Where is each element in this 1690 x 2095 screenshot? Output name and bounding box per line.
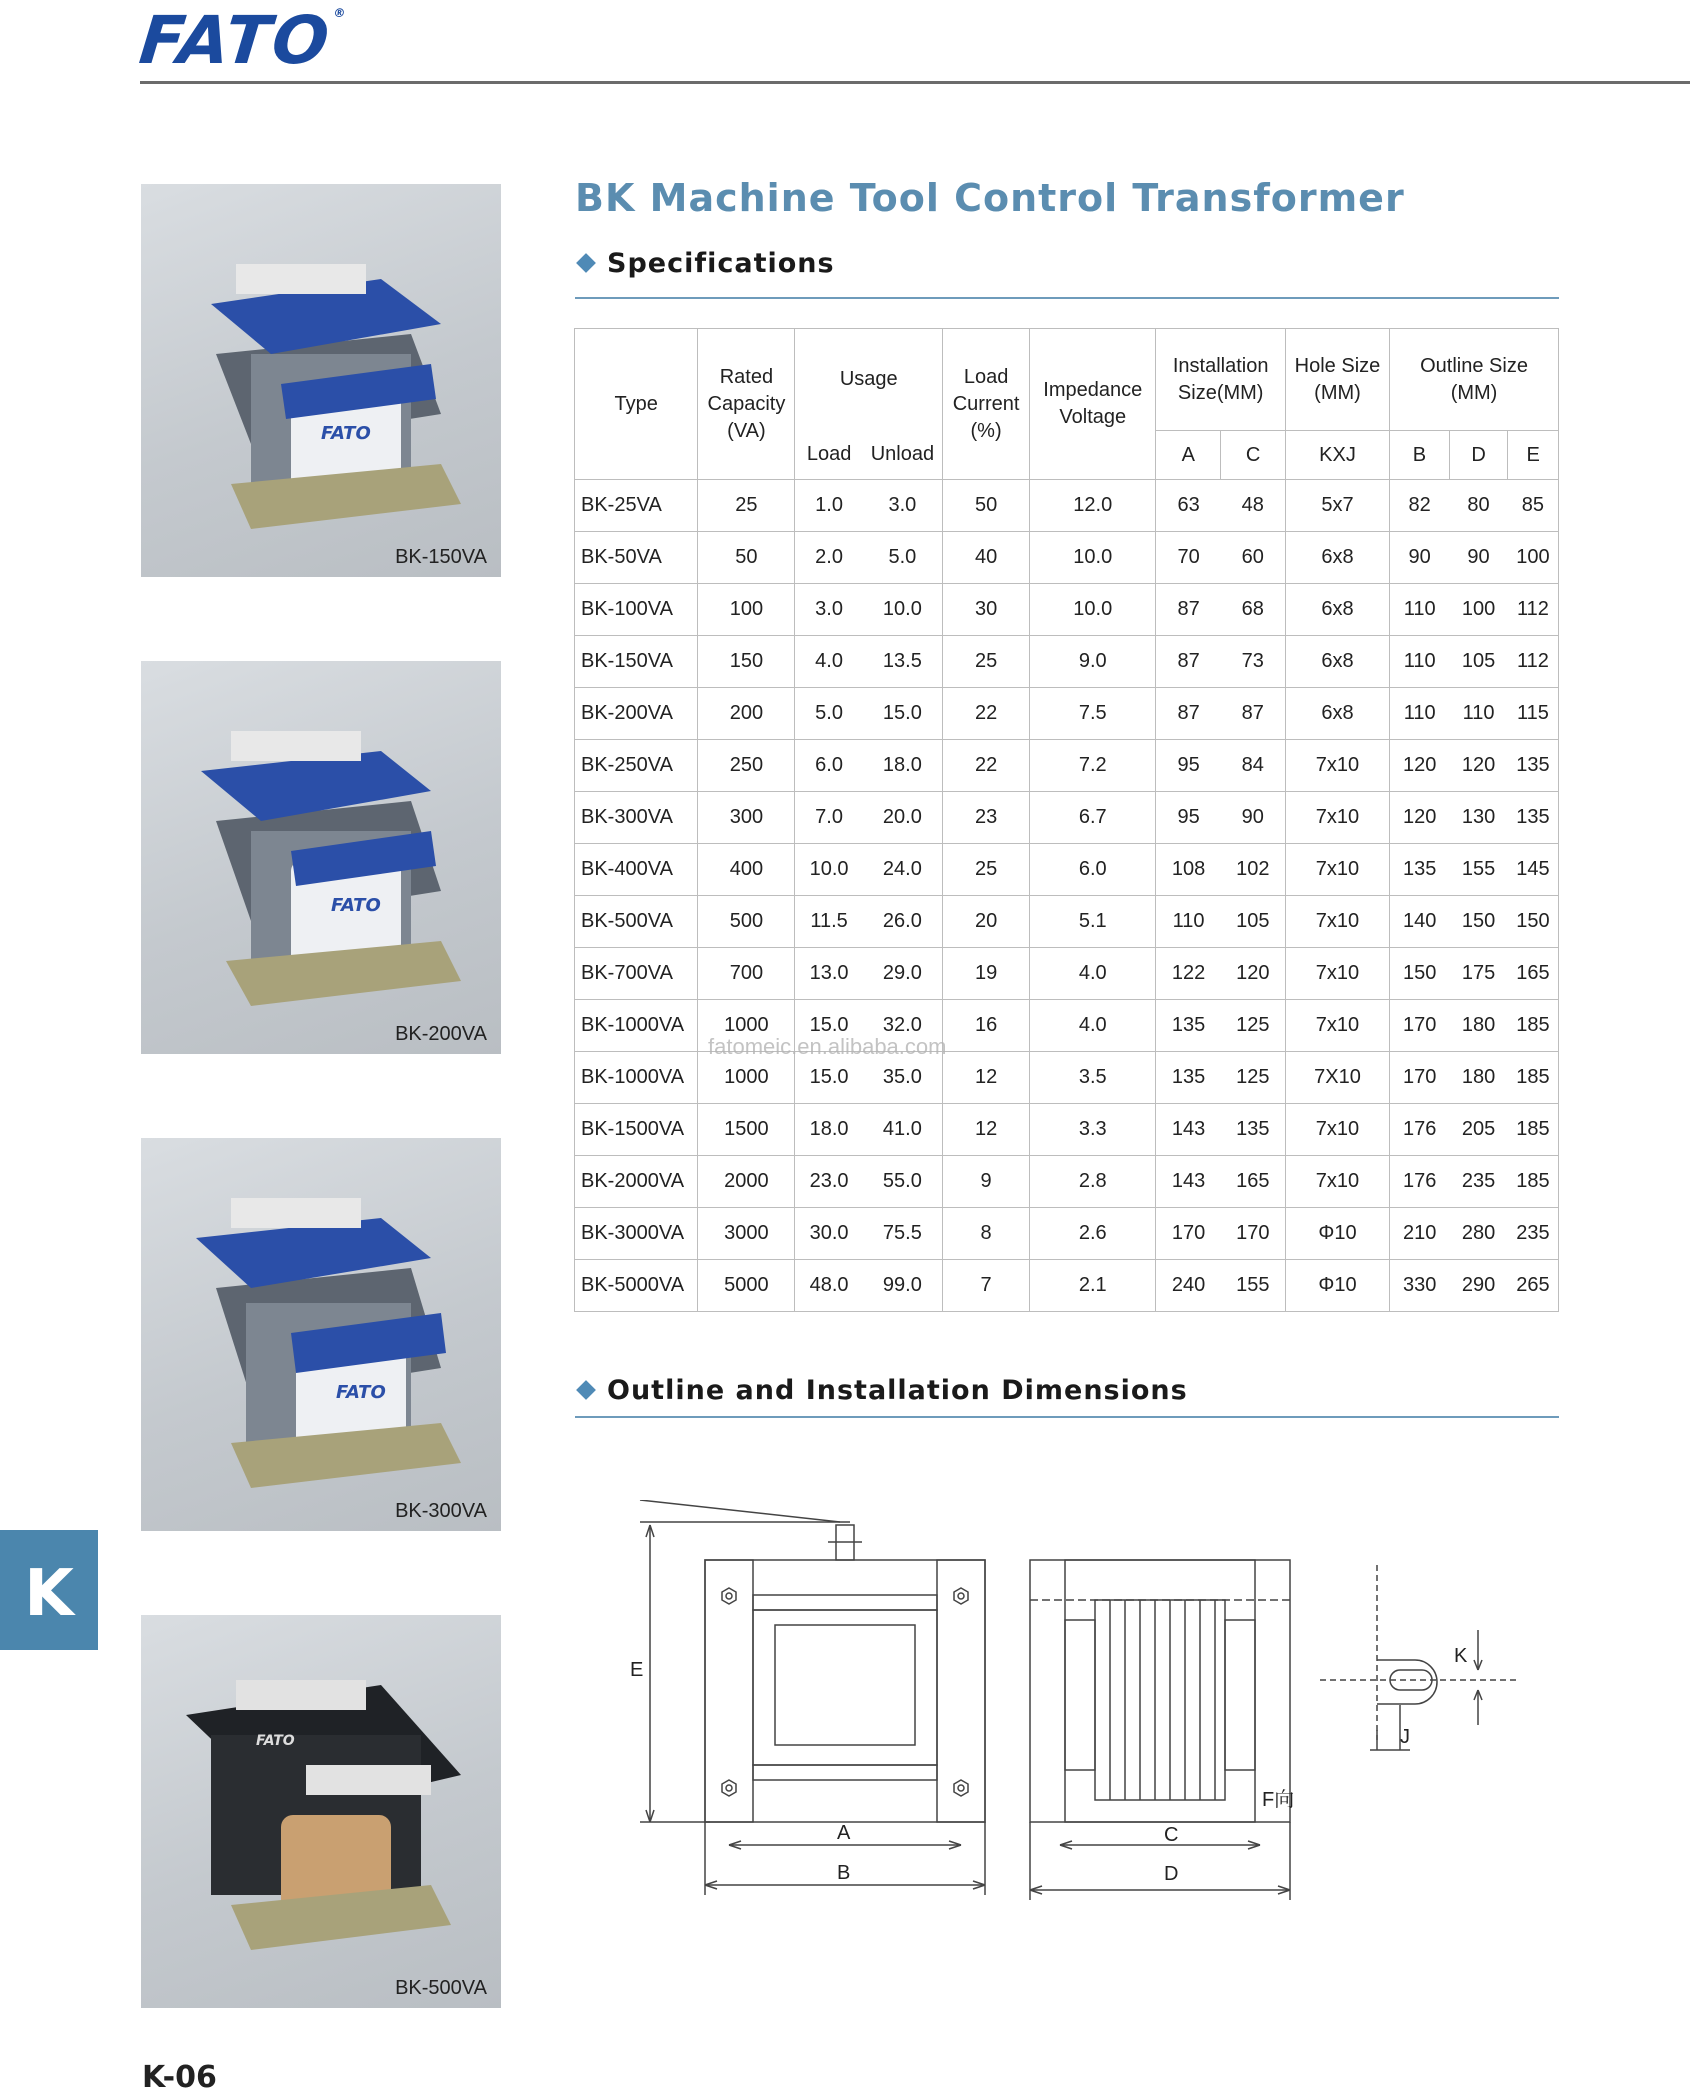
section-heading-outline: Outline and Installation Dimensions <box>575 1375 1188 1406</box>
table-cell: 122 <box>1156 948 1221 1000</box>
section-rule <box>575 1416 1559 1418</box>
subheader-e: E <box>1508 431 1559 480</box>
table-cell: 300 <box>698 792 795 844</box>
table-cell: 35.0 <box>863 1052 943 1104</box>
table-cell: 180 <box>1449 1052 1508 1104</box>
table-cell: 143 <box>1156 1156 1221 1208</box>
table-cell: 135 <box>1221 1104 1286 1156</box>
photo-label: BK-500VA <box>395 1977 487 1999</box>
table-cell: BK-5000VA <box>575 1260 698 1312</box>
table-cell: 5.1 <box>1030 896 1156 948</box>
svg-text:FATO: FATO <box>336 1382 386 1403</box>
table-cell: 9.0 <box>1030 636 1156 688</box>
table-cell: 1000 <box>698 1052 795 1104</box>
dim-label-a: A <box>837 1822 851 1844</box>
table-cell: Φ10 <box>1285 1260 1389 1312</box>
table-cell: 110 <box>1390 688 1450 740</box>
table-cell: 6.7 <box>1030 792 1156 844</box>
table-cell: BK-200VA <box>575 688 698 740</box>
subheader-load: Load <box>795 431 863 480</box>
table-cell: 15.0 <box>795 1052 863 1104</box>
header-hole-size: Hole Size (MM) <box>1285 329 1389 431</box>
table-cell: 3.3 <box>1030 1104 1156 1156</box>
table-cell: 2.8 <box>1030 1156 1156 1208</box>
header-type: Type <box>575 329 698 480</box>
subheader-unload: Unload <box>863 431 943 480</box>
table-cell: 110 <box>1390 636 1450 688</box>
subheader-c: C <box>1221 431 1286 480</box>
table-cell: BK-25VA <box>575 480 698 532</box>
table-cell: 100 <box>698 584 795 636</box>
specifications-table <box>574 328 1559 1312</box>
table-cell: 48.0 <box>795 1260 863 1312</box>
table-cell: 25 <box>943 636 1030 688</box>
table-cell: 185 <box>1508 1156 1559 1208</box>
table-cell: 5.0 <box>863 532 943 584</box>
table-cell: 12.0 <box>1030 480 1156 532</box>
table-cell: 25 <box>943 844 1030 896</box>
table-cell: 120 <box>1390 740 1450 792</box>
table-cell: 7x10 <box>1285 1000 1389 1052</box>
svg-text:FATO: FATO <box>321 423 371 444</box>
dim-label-j: J <box>1400 1726 1410 1748</box>
table-row <box>575 532 1559 584</box>
table-cell: 125 <box>1221 1052 1286 1104</box>
table-cell: 6.0 <box>795 740 863 792</box>
table-cell: 5.0 <box>795 688 863 740</box>
table-cell: 95 <box>1156 792 1221 844</box>
diamond-bullet-icon <box>576 253 596 273</box>
subheader-d: D <box>1449 431 1508 480</box>
subheader-a: A <box>1156 431 1221 480</box>
section-heading-specifications: Specifications <box>575 248 835 279</box>
table-cell: 25 <box>698 480 795 532</box>
table-cell: 7x10 <box>1285 792 1389 844</box>
table-cell: BK-700VA <box>575 948 698 1000</box>
table-cell: 32.0 <box>863 1000 943 1052</box>
header-usage: Usage <box>795 329 943 431</box>
table-cell: 19 <box>943 948 1030 1000</box>
table-cell: 110 <box>1156 896 1221 948</box>
table-cell: 20.0 <box>863 792 943 844</box>
table-cell: Φ10 <box>1285 1208 1389 1260</box>
dim-label-b: B <box>837 1862 851 1884</box>
table-cell: 700 <box>698 948 795 1000</box>
table-cell: 330 <box>1390 1260 1450 1312</box>
table-cell: 7.0 <box>795 792 863 844</box>
table-cell: 12 <box>943 1104 1030 1156</box>
table-cell: 99.0 <box>863 1260 943 1312</box>
table-cell: 280 <box>1449 1208 1508 1260</box>
table-cell: 11.5 <box>795 896 863 948</box>
table-cell: 15.0 <box>795 1000 863 1052</box>
table-cell: 150 <box>698 636 795 688</box>
table-cell: 102 <box>1221 844 1286 896</box>
photo-label: BK-200VA <box>395 1023 487 1045</box>
table-cell: 112 <box>1508 584 1559 636</box>
table-cell: 4.0 <box>795 636 863 688</box>
table-cell: 3.0 <box>863 480 943 532</box>
svg-text:FATO: FATO <box>331 895 381 916</box>
table-row <box>575 844 1559 896</box>
table-cell: 205 <box>1449 1104 1508 1156</box>
table-row <box>575 792 1559 844</box>
table-cell: 23 <box>943 792 1030 844</box>
table-cell: 2000 <box>698 1156 795 1208</box>
table-cell: 73 <box>1221 636 1286 688</box>
table-cell: 24.0 <box>863 844 943 896</box>
table-cell: 120 <box>1221 948 1286 1000</box>
table-cell: 22 <box>943 740 1030 792</box>
table-cell: 7.5 <box>1030 688 1156 740</box>
table-cell: 63 <box>1156 480 1221 532</box>
table-cell: 110 <box>1390 584 1450 636</box>
table-cell: 90 <box>1449 532 1508 584</box>
table-cell: 210 <box>1390 1208 1450 1260</box>
table-cell: 3000 <box>698 1208 795 1260</box>
table-cell: 90 <box>1390 532 1450 584</box>
table-cell: 16 <box>943 1000 1030 1052</box>
fato-logo: FATO ® <box>135 2 349 79</box>
table-cell: 55.0 <box>863 1156 943 1208</box>
table-cell: 30.0 <box>795 1208 863 1260</box>
table-cell: 4.0 <box>1030 948 1156 1000</box>
table-cell: 7x10 <box>1285 844 1389 896</box>
table-cell: 7x10 <box>1285 1104 1389 1156</box>
table-cell: BK-50VA <box>575 532 698 584</box>
table-cell: 10.0 <box>863 584 943 636</box>
table-cell: 500 <box>698 896 795 948</box>
table-row <box>575 948 1559 1000</box>
table-cell: 2.0 <box>795 532 863 584</box>
table-cell: 185 <box>1508 1000 1559 1052</box>
table-cell: BK-2000VA <box>575 1156 698 1208</box>
table-cell: 120 <box>1449 740 1508 792</box>
dim-label-k: K <box>1454 1645 1468 1667</box>
table-cell: 3.0 <box>795 584 863 636</box>
table-cell: 176 <box>1390 1104 1450 1156</box>
table-cell: 10.0 <box>1030 532 1156 584</box>
table-cell: 20 <box>943 896 1030 948</box>
table-cell: 7.2 <box>1030 740 1156 792</box>
table-cell: 2.6 <box>1030 1208 1156 1260</box>
table-cell: 30 <box>943 584 1030 636</box>
table-cell: 7x10 <box>1285 740 1389 792</box>
table-cell: 155 <box>1449 844 1508 896</box>
table-cell: 185 <box>1508 1052 1559 1104</box>
table-cell: 155 <box>1221 1260 1286 1312</box>
table-cell: 2.1 <box>1030 1260 1156 1312</box>
table-cell: 84 <box>1221 740 1286 792</box>
table-cell: 100 <box>1449 584 1508 636</box>
table-cell: 170 <box>1390 1052 1450 1104</box>
table-cell: 5000 <box>698 1260 795 1312</box>
table-cell: BK-400VA <box>575 844 698 896</box>
table-cell: BK-500VA <box>575 896 698 948</box>
table-cell: 185 <box>1508 1104 1559 1156</box>
table-cell: 125 <box>1221 1000 1286 1052</box>
table-cell: 12 <box>943 1052 1030 1104</box>
dimension-drawing <box>610 1500 1540 1920</box>
table-cell: 165 <box>1221 1156 1286 1208</box>
diamond-bullet-icon <box>576 1380 596 1400</box>
table-cell: 143 <box>1156 1104 1221 1156</box>
table-cell: 100 <box>1508 532 1559 584</box>
table-cell: 22 <box>943 688 1030 740</box>
table-row <box>575 584 1559 636</box>
table-cell: 150 <box>1449 896 1508 948</box>
table-row <box>575 896 1559 948</box>
table-cell: 7 <box>943 1260 1030 1312</box>
header-outline-size: Outline Size (MM) <box>1390 329 1559 431</box>
table-cell: 105 <box>1221 896 1286 948</box>
table-cell: 7x10 <box>1285 948 1389 1000</box>
table-cell: 200 <box>698 688 795 740</box>
table-cell: BK-150VA <box>575 636 698 688</box>
table-cell: 290 <box>1449 1260 1508 1312</box>
table-cell: 165 <box>1508 948 1559 1000</box>
table-cell: 145 <box>1508 844 1559 896</box>
table-cell: 1500 <box>698 1104 795 1156</box>
table-cell: 87 <box>1156 584 1221 636</box>
table-cell: 7x10 <box>1285 1156 1389 1208</box>
table-cell: 120 <box>1390 792 1450 844</box>
table-cell: 135 <box>1508 740 1559 792</box>
table-cell: 4.0 <box>1030 1000 1156 1052</box>
table-cell: 60 <box>1221 532 1286 584</box>
table-row <box>575 1208 1559 1260</box>
table-cell: 175 <box>1449 948 1508 1000</box>
product-photo <box>141 184 501 577</box>
table-cell: 135 <box>1156 1052 1221 1104</box>
table-cell: 170 <box>1390 1000 1450 1052</box>
table-cell: 170 <box>1156 1208 1221 1260</box>
header-impedance-voltage: Impedance Voltage <box>1030 329 1156 480</box>
product-photo <box>141 1615 501 2008</box>
table-cell: 70 <box>1156 532 1221 584</box>
table-cell: 7x10 <box>1285 896 1389 948</box>
table-cell: 400 <box>698 844 795 896</box>
table-cell: 1.0 <box>795 480 863 532</box>
table-cell: 87 <box>1156 636 1221 688</box>
dim-label-d: D <box>1164 1863 1179 1885</box>
photo-label: BK-150VA <box>395 546 487 568</box>
table-row <box>575 480 1559 532</box>
table-row <box>575 740 1559 792</box>
table-cell: 40 <box>943 532 1030 584</box>
dim-label-f: F向 <box>1262 1789 1295 1811</box>
table-cell: 48 <box>1221 480 1286 532</box>
watermark: fatomeic.en.alibaba.com <box>708 1034 947 1059</box>
table-cell: 150 <box>1390 948 1450 1000</box>
table-cell: 18.0 <box>863 740 943 792</box>
table-cell: BK-1000VA <box>575 1052 698 1104</box>
table-cell: 13.5 <box>863 636 943 688</box>
table-cell: 130 <box>1449 792 1508 844</box>
table-cell: 250 <box>698 740 795 792</box>
table-cell: 112 <box>1508 636 1559 688</box>
product-photo <box>141 1138 501 1531</box>
section-rule <box>575 297 1559 299</box>
table-cell: 95 <box>1156 740 1221 792</box>
table-cell: 3.5 <box>1030 1052 1156 1104</box>
table-cell: 41.0 <box>863 1104 943 1156</box>
product-photo <box>141 661 501 1054</box>
header-installation-size: Installation Size(MM) <box>1156 329 1285 431</box>
table-cell: 6.0 <box>1030 844 1156 896</box>
table-cell: BK-1500VA <box>575 1104 698 1156</box>
photo-label: BK-300VA <box>395 1500 487 1522</box>
table-cell: BK-300VA <box>575 792 698 844</box>
table-cell: 10.0 <box>1030 584 1156 636</box>
table-cell: 18.0 <box>795 1104 863 1156</box>
table-cell: 8 <box>943 1208 1030 1260</box>
table-cell: 235 <box>1508 1208 1559 1260</box>
table-cell: 265 <box>1508 1260 1559 1312</box>
table-cell: BK-250VA <box>575 740 698 792</box>
table-cell: 90 <box>1221 792 1286 844</box>
table-cell: 15.0 <box>863 688 943 740</box>
table-cell: 140 <box>1390 896 1450 948</box>
header-rated-capacity: Rated Capacity (VA) <box>698 329 795 480</box>
table-row <box>575 636 1559 688</box>
table-cell: 23.0 <box>795 1156 863 1208</box>
table-row <box>575 1260 1559 1312</box>
table-row <box>575 1104 1559 1156</box>
table-cell: 13.0 <box>795 948 863 1000</box>
table-cell: 6x8 <box>1285 584 1389 636</box>
table-cell: 150 <box>1508 896 1559 948</box>
table-cell: 6x8 <box>1285 636 1389 688</box>
subheader-b: B <box>1390 431 1450 480</box>
table-cell: 135 <box>1156 1000 1221 1052</box>
table-cell: 29.0 <box>863 948 943 1000</box>
page-number: K-06 <box>142 2060 217 2095</box>
table-cell: 50 <box>943 480 1030 532</box>
header-rule <box>140 81 1690 84</box>
table-cell: 115 <box>1508 688 1559 740</box>
table-cell: 82 <box>1390 480 1450 532</box>
table-cell: 1000 <box>698 1000 795 1052</box>
table-cell: BK-3000VA <box>575 1208 698 1260</box>
table-cell: BK-100VA <box>575 584 698 636</box>
table-cell: 110 <box>1449 688 1508 740</box>
subheader-kxj: KXJ <box>1285 431 1389 480</box>
table-row <box>575 1156 1559 1208</box>
table-cell: 75.5 <box>863 1208 943 1260</box>
table-cell: 176 <box>1390 1156 1450 1208</box>
table-cell: 7X10 <box>1285 1052 1389 1104</box>
dim-label-c: C <box>1164 1824 1179 1846</box>
table-cell: BK-1000VA <box>575 1000 698 1052</box>
section-tab-k: K <box>0 1530 98 1650</box>
header-load-current: Load Current (%) <box>943 329 1030 480</box>
table-cell: 87 <box>1156 688 1221 740</box>
page-title: BK Machine Tool Control Transformer <box>575 176 1405 220</box>
table-cell: 105 <box>1449 636 1508 688</box>
table-cell: 6x8 <box>1285 532 1389 584</box>
table-cell: 85 <box>1508 480 1559 532</box>
table-cell: 108 <box>1156 844 1221 896</box>
table-cell: 50 <box>698 532 795 584</box>
table-cell: 235 <box>1449 1156 1508 1208</box>
table-cell: 68 <box>1221 584 1286 636</box>
table-cell: 240 <box>1156 1260 1221 1312</box>
table-cell: 6x8 <box>1285 688 1389 740</box>
table-row <box>575 688 1559 740</box>
table-cell: 5x7 <box>1285 480 1389 532</box>
table-cell: 135 <box>1508 792 1559 844</box>
table-cell: 180 <box>1449 1000 1508 1052</box>
table-cell: 9 <box>943 1156 1030 1208</box>
table-cell: 135 <box>1390 844 1450 896</box>
dim-label-e: E <box>630 1659 644 1681</box>
table-cell: 10.0 <box>795 844 863 896</box>
table-cell: 26.0 <box>863 896 943 948</box>
table-cell: 170 <box>1221 1208 1286 1260</box>
table-cell: 87 <box>1221 688 1286 740</box>
svg-text:FATO: FATO <box>256 1733 295 1749</box>
table-cell: 80 <box>1449 480 1508 532</box>
